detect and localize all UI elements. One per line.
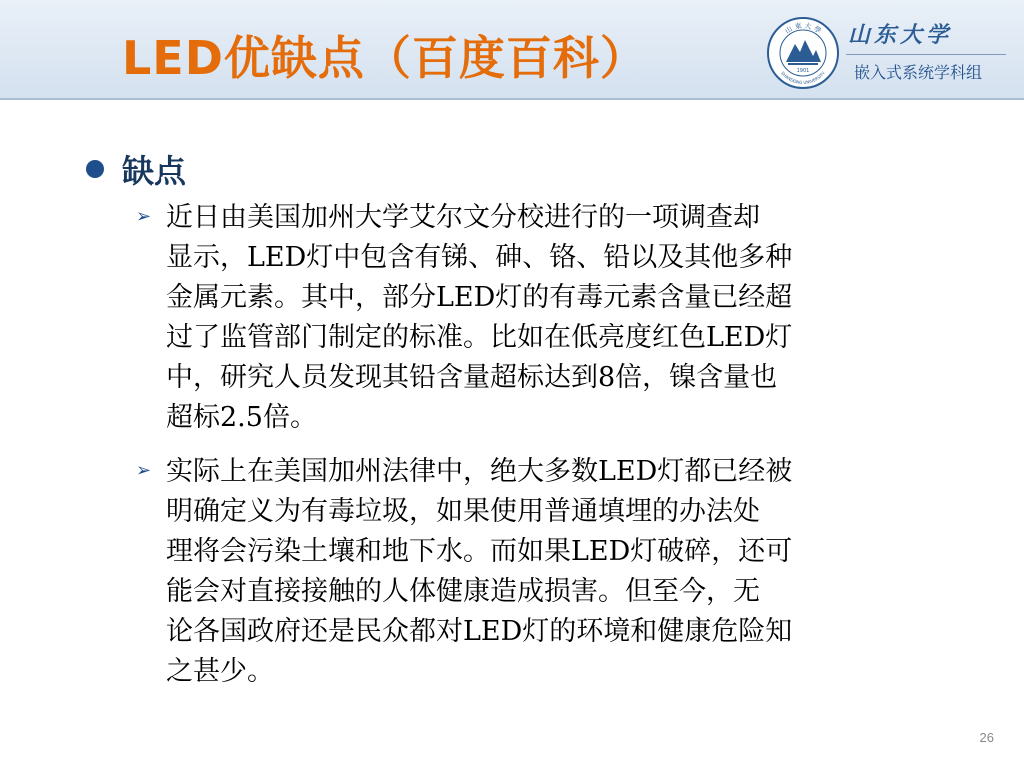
paragraph-line: 理将会污染土壤和地下水。而如果LED灯破碎，还可 xyxy=(166,536,793,567)
university-calligraphy: 山东大学 xyxy=(848,22,953,48)
section-heading: 缺点 xyxy=(122,152,187,190)
paragraph-line: 明确定义为有毒垃圾，如果使用普通填埋的办法处 xyxy=(166,496,760,527)
bullet-circle-icon xyxy=(86,160,104,178)
paragraph-line: 近日由美国加州大学艾尔文分校进行的一项调查却 xyxy=(166,202,760,233)
paragraph-line: 金属元素。其中，部分LED灯的有毒元素含量已经超 xyxy=(166,282,793,313)
paragraph-line: 能会对直接接触的人体健康造成损害。但至今，无 xyxy=(166,576,760,607)
paragraph-2 xyxy=(166,452,946,692)
page-number: 26 xyxy=(979,730,994,745)
paragraph-line: 之甚少。 xyxy=(166,656,274,687)
arrow-bullet-icon: ➢ xyxy=(136,206,152,227)
paragraph-line: 论各国政府还是民众都对LED灯的环境和健康危险知 xyxy=(166,616,793,647)
arrow-bullet-icon: ➢ xyxy=(136,460,152,481)
paragraph-line: 超标2.5倍。 xyxy=(166,402,317,433)
seal-top-text: 山 東 大 學 xyxy=(783,21,823,36)
paragraph-line: 中，研究人员发现其铅含量超标达到8倍，镍含量也 xyxy=(166,362,778,393)
paragraph-line: 显示，LED灯中包含有锑、砷、铬、铅以及其他多种 xyxy=(166,242,793,273)
group-name: 嵌入式系统学科组 xyxy=(854,63,983,82)
paragraph-line: 过了监管部门制定的标准。比如在低亮度红色LED灯 xyxy=(166,322,793,353)
seal-year: 1901 xyxy=(796,68,810,74)
seal-bottom-text: SHANDONG UNIVERSITY xyxy=(780,70,826,86)
paragraph-1 xyxy=(166,198,946,438)
paragraph-line: 实际上在美国加州法律中，绝大多数LED灯都已经被 xyxy=(166,456,793,487)
slide-title: LED优缺点（百度百科） xyxy=(122,31,647,85)
